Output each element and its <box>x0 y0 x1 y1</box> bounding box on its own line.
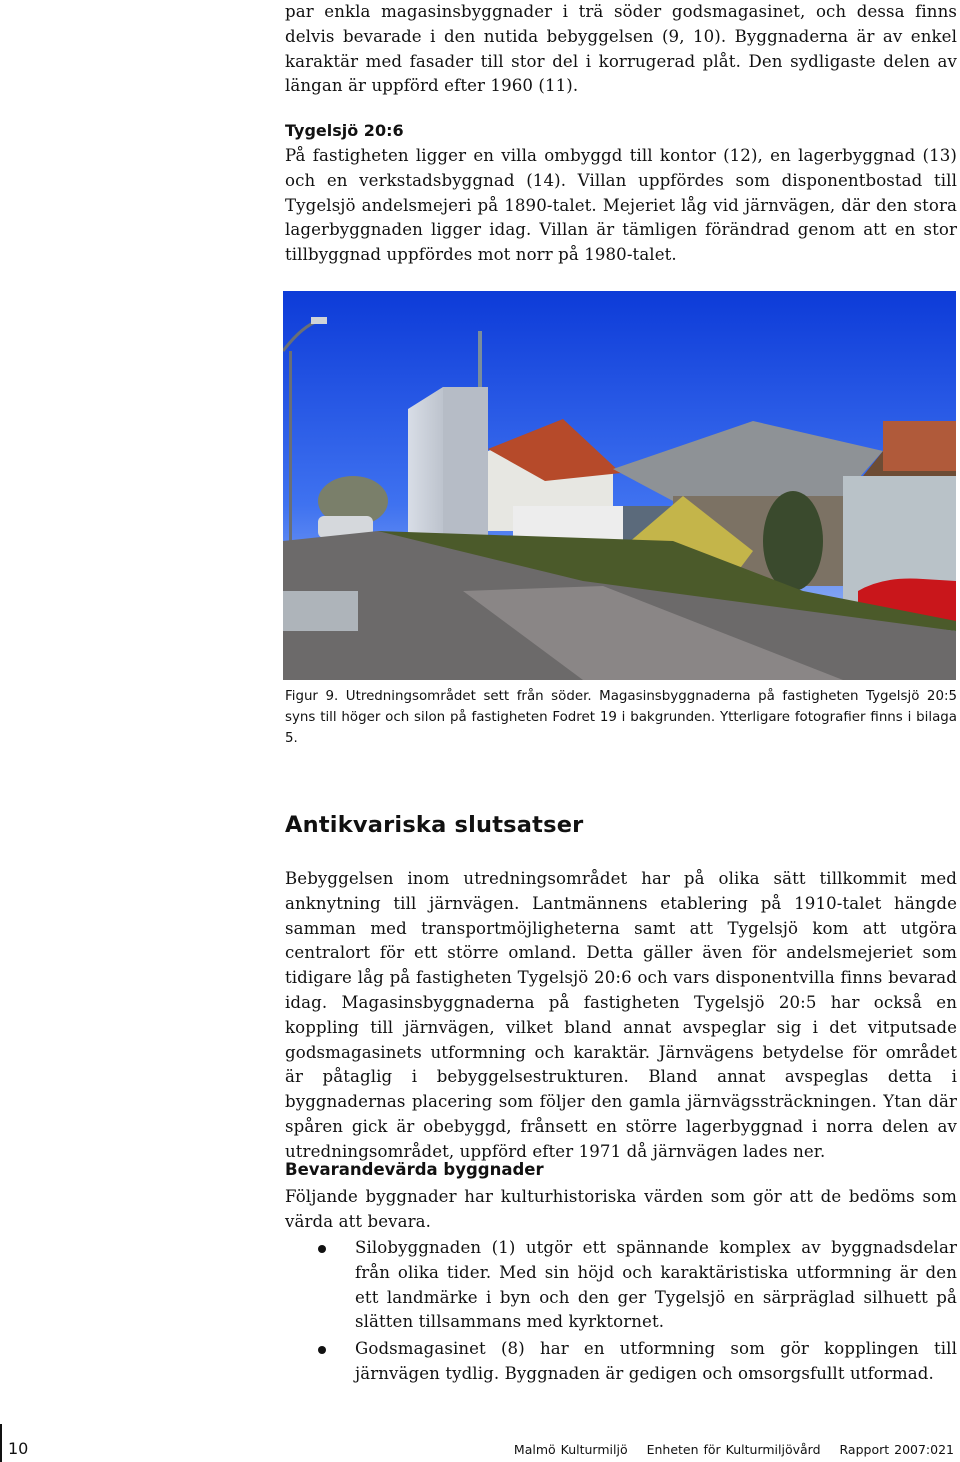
footer-unit: Enheten för Kulturmiljövård <box>646 1442 821 1457</box>
footer-divider <box>0 1424 2 1462</box>
list-item <box>285 1236 957 1335</box>
section-heading: Antikvariska slutsatser <box>285 812 584 838</box>
sub-paragraph: Följande byggnader har kulturhistoriska värden som gör att de bedöms som värda att bevara. <box>285 1187 957 1231</box>
figure-photo <box>283 291 956 680</box>
subheading: Bevarandevärda byggnader <box>285 1160 544 1179</box>
page-number: 10 <box>8 1439 29 1458</box>
bullet-dot-icon <box>318 1245 326 1253</box>
footer <box>514 1442 954 1457</box>
bullet-term: Godsmagasinet <box>355 1339 486 1359</box>
property-heading: Tygelsjö 20:6 <box>285 121 404 140</box>
property-paragraph: På fastigheten ligger en villa ombyggd till kontor (12), en lagerbyggnad (13) och en verkstadsbyggnad (14). Villan uppfördes som disponentbostad till Tygelsjö andelsmejeri på 1890-talet. Mejeriet låg vid järnvägen, där den stora lagerbyggnaden ligger idag. Villan är tämligen förändrad genom att en stor tillbyggnad uppfördes mot norr på 1980-talet. <box>285 146 957 265</box>
section-paragraph: Bebyggelsen inom utredningsområdet har på olika sätt tillkommit med anknytning till järnvägen. Lantmännens etablering på 1910-talet hängde samman med transportmöjligheterna samt att Tygelsjö kom att utgöra centralort för ett större omland. Detta gäller även för andelsmejeriet som tidigare låg på fastigheten Tygelsjö 20:6 och vars disponentvilla finns bevarad idag. Magasinsbyggnaderna på fastigheten Tygelsjö 20:5 har också en koppling till järnvägen, vilket bland annat avspeglar sig i det vitputsade godsmagasinets utformning och karaktär. Järnvägens betydelse för området är påtaglig i bebyggelsestrukturen. Bland annat avspeglas detta i byggnadernas placering som följer den gamla järnvägssträckningen. Ytan där spåren gick är obebyggd, frånsett en större lagerbyggnad i norra delen av utredningsområdet, uppförd efter 1971 då järnvägen lades ner. <box>285 869 957 1161</box>
figure-caption: Figur 9. Utredningsområdet sett från söder. Magasinsbyggnaderna på fastigheten Tygelsjö 20:5 syns till höger och silon på fastigheten Fodret 19 i bakgrunden. Ytterligare fotografier finns i bilaga 5. <box>285 689 957 746</box>
bullet-text: (1) utgör ett spännande komplex av byggnadsdelar från olika tider. Med sin höjd och karaktäristiska utformning är den ett landmärke i byn och den ger Tygelsjö en särpräglad silhuett på slätten tillsammans med kyrktornet. <box>355 1238 957 1332</box>
list-item <box>285 1337 957 1387</box>
bullet-text: (8) har en utformning som gör kopplingen till järnvägen tydlig. Byggnaden är gedigen och omsorgsfullt utformad. <box>355 1339 957 1383</box>
footer-publisher: Malmö Kulturmiljö <box>513 1442 628 1457</box>
bullet-list <box>285 1236 957 1389</box>
intro-paragraph: par enkla magasinsbyggnader i trä söder godsmagasinet, och dessa finns delvis bevarade i den nutida bebyggelsen (9, 10). Byggnaderna är av enkel karaktär med fasader till stor del i korrugerad plåt. Den sydligaste delen av längan är uppförd efter 1960 (11). <box>285 2 957 96</box>
bullet-term: Silobyggnaden <box>355 1238 482 1257</box>
bullet-dot-icon <box>318 1346 326 1354</box>
footer-report: Rapport 2007:021 <box>839 1442 954 1457</box>
